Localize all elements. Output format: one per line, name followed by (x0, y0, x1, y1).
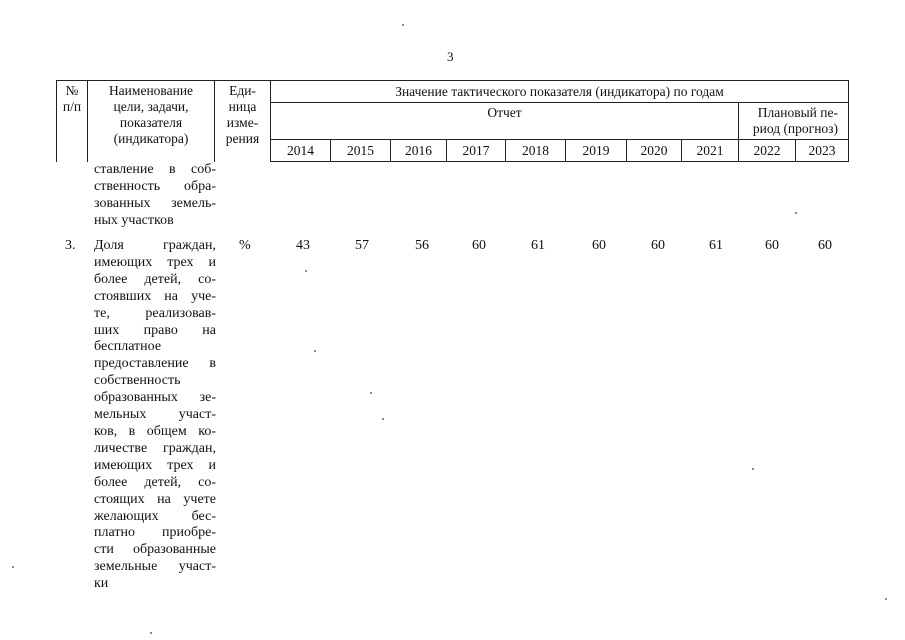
year-2017: 2017 (447, 140, 506, 162)
indicator-name-line: более детей, со- (94, 474, 216, 490)
indicator-name-line: образованных зе- (94, 390, 216, 406)
header-number-line-2: п/п (62, 99, 82, 114)
header-name-line-2: цели, задачи, (113, 99, 189, 114)
header-unit-line-1: Еди- (229, 83, 256, 98)
indicator-name-line: предоставление в (94, 356, 216, 372)
indicator-name-line: имеющих трех и (94, 254, 216, 270)
header-name-line-1: Наименование (108, 83, 194, 98)
indicator-name-line: стоящих на учете (94, 491, 216, 507)
year-2022: 2022 (739, 140, 796, 162)
scan-speck (382, 418, 384, 420)
indicator-name-line: платно приобре- (94, 525, 216, 541)
header-name-cell (88, 81, 215, 162)
year-2015: 2015 (331, 140, 391, 162)
scan-speck (752, 468, 754, 470)
value-2021: 61 (709, 238, 723, 253)
header-plan-period (739, 103, 849, 140)
indicator-name-line: земельные участ- (94, 559, 216, 575)
year-2019: 2019 (566, 140, 627, 162)
indicator-name-line: те, реализовав- (94, 305, 216, 321)
scan-speck (795, 212, 797, 214)
header-name-line-3: показателя (119, 115, 183, 130)
year-2014: 2014 (271, 140, 331, 162)
value-2015: 57 (355, 238, 369, 253)
value-2023: 60 (818, 238, 832, 253)
value-2017: 60 (472, 238, 486, 253)
header-unit-cell (215, 81, 271, 162)
indicator-name-line: более детей, со- (94, 271, 216, 287)
year-2021: 2021 (682, 140, 739, 162)
value-2020: 60 (651, 238, 665, 253)
indicator-name-line: Доля граждан, (94, 238, 216, 253)
indicator-table-header (56, 80, 849, 162)
year-2016: 2016 (391, 140, 447, 162)
year-2023: 2023 (796, 140, 849, 162)
header-name-line-4: (индикатора) (113, 131, 189, 146)
header-unit-line-3: изме- (226, 115, 259, 130)
continued-line: ственность обра- (94, 178, 216, 194)
scan-speck (370, 392, 372, 394)
scan-speck (305, 270, 307, 272)
scan-speck (314, 350, 316, 352)
continued-line: ных участков (94, 212, 174, 228)
continued-indicator-text (94, 162, 216, 230)
indicator-name-line: ки (94, 576, 109, 592)
indicator-name-line: стоявших на уче- (94, 288, 216, 304)
report-label-text: Отчет (487, 105, 522, 120)
header-unit-line-4: рения (225, 131, 260, 146)
value-2019: 60 (592, 238, 606, 253)
indicator-name-line: ков, в общем ко- (94, 423, 216, 439)
page-number: 3 (447, 49, 454, 64)
header-number-cell (57, 81, 88, 162)
row-3-indicator-name (94, 238, 216, 593)
value-2018: 61 (531, 238, 545, 253)
row-3-unit: % (239, 238, 251, 253)
year-2018: 2018 (506, 140, 566, 162)
scan-speck (885, 598, 887, 600)
indicator-name-line: желающих бес- (94, 508, 216, 524)
continued-line: зованных земель- (94, 195, 216, 211)
header-number-line-1: № (65, 83, 79, 98)
plan-label-line-1: Плановый пе- (757, 105, 838, 120)
header-unit-line-2: ница (228, 99, 257, 114)
indicator-name-line: бесплатное (94, 339, 162, 355)
indicator-name-line: собственность (94, 373, 181, 389)
scan-speck (402, 24, 404, 26)
plan-label-line-2: риод (прогноз) (752, 121, 838, 136)
value-2016: 56 (415, 238, 429, 253)
year-2020: 2020 (627, 140, 682, 162)
scan-speck (150, 632, 152, 634)
indicator-name-line: имеющих трех и (94, 457, 216, 473)
scan-speck (12, 566, 14, 568)
header-report-label (271, 103, 739, 140)
indicator-name-line: ших право на (94, 322, 216, 338)
indicator-name-line: мельных участ- (94, 407, 216, 423)
indicator-name-line: личестве граждан, (94, 440, 216, 456)
value-2014: 43 (296, 238, 310, 253)
header-values-title: Значение тактического показателя (индикатора) по годам (271, 81, 849, 103)
row-3-number: 3. (65, 238, 76, 253)
continued-line: ставление в соб- (94, 162, 216, 177)
value-2022: 60 (765, 238, 779, 253)
indicator-name-line: сти образованные (94, 542, 216, 558)
